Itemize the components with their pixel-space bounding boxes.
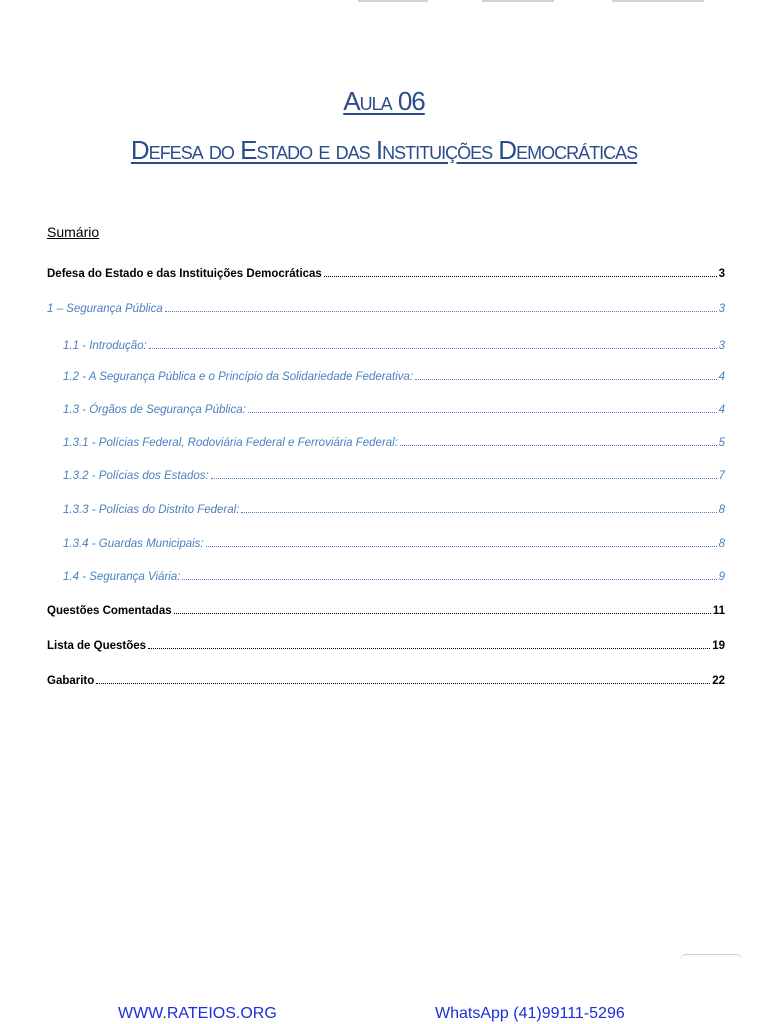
- artifact-line: [612, 0, 704, 2]
- toc-entry[interactable]: [47, 634, 725, 652]
- toc-entry-page-number: 8: [718, 504, 725, 516]
- corner-decoration: [680, 954, 742, 963]
- toc-entry-label: 1.3.1 - Polícias Federal, Rodoviária Federal e Ferroviária Federal:: [63, 437, 398, 449]
- toc-entry-page-number: 8: [718, 538, 725, 550]
- toc-entry-page-number: 5: [718, 437, 725, 449]
- toc-dot-leader: [324, 275, 717, 277]
- toc-entry-label: Questões Comentadas: [47, 605, 172, 617]
- toc-dot-leader: [174, 612, 711, 614]
- artifact-line: [358, 0, 428, 2]
- toc-entry-page-number: 3: [718, 340, 725, 352]
- toc-entry[interactable]: [47, 599, 725, 617]
- toc-entry-page-number: 9: [718, 571, 725, 583]
- toc-entry-label: 1.2 - A Segurança Pública e o Princípio da Solidariedade Federativa:: [63, 371, 414, 383]
- toc-dot-leader: [96, 682, 710, 684]
- toc-entry-label: 1.1 - Introdução:: [63, 340, 147, 352]
- toc-dot-leader: [148, 647, 710, 649]
- toc-entry-page-number: 7: [718, 470, 725, 482]
- toc-entry-label: 1.4 - Segurança Viária:: [63, 571, 181, 583]
- page-subtitle: Defesa do Estado e das Instituições Democráticas: [130, 135, 638, 165]
- toc-dot-leader: [400, 444, 717, 446]
- toc-entry-label: Lista de Questões: [47, 640, 147, 652]
- toc-entry-label: Defesa do Estado e das Instituições Democráticas: [47, 268, 322, 280]
- toc-entry[interactable]: [47, 532, 725, 550]
- artifact-line: [482, 0, 554, 2]
- toc-entry-label: 1.3.2 - Polícias dos Estados:: [63, 470, 209, 482]
- toc-entry[interactable]: [47, 334, 725, 352]
- title-block: [0, 86, 768, 166]
- toc-entry-page-number: 11: [712, 605, 725, 617]
- toc-dot-leader: [211, 477, 717, 479]
- toc-entry-page-number: 3: [718, 303, 725, 315]
- toc-dot-leader: [165, 310, 717, 312]
- toc-entry[interactable]: [47, 669, 725, 687]
- toc-entry-page-number: 22: [712, 675, 725, 687]
- toc-entry-page-number: 19: [712, 640, 725, 652]
- toc-entry[interactable]: [47, 398, 725, 416]
- toc-dot-leader: [248, 411, 717, 413]
- toc-entry-label: 1.3 - Órgãos de Segurança Pública:: [63, 404, 246, 416]
- page-title: Aula 06: [343, 86, 425, 116]
- toc-entry-label: Gabarito: [47, 675, 95, 687]
- toc-entry-label: 1 – Segurança Pública: [47, 303, 163, 315]
- toc-entry-page-number: 4: [718, 404, 725, 416]
- toc-entry[interactable]: [47, 464, 725, 482]
- summary-heading: Sumário: [47, 224, 100, 240]
- toc-entry-label: 1.3.4 - Guardas Municipais:: [63, 538, 204, 550]
- footer-website-link[interactable]: WWW.RATEIOS.ORG: [118, 1005, 277, 1022]
- toc-dot-leader: [241, 511, 716, 513]
- toc-dot-leader: [415, 378, 716, 380]
- toc-entry[interactable]: [47, 262, 725, 280]
- toc-entry-page-number: 3: [718, 268, 725, 280]
- toc-dot-leader: [206, 545, 717, 547]
- footer: [0, 1004, 768, 1024]
- toc-entry-page-number: 4: [718, 371, 725, 383]
- toc-entry[interactable]: [47, 297, 725, 315]
- toc-dot-leader: [149, 347, 717, 349]
- toc-entry[interactable]: [47, 498, 725, 516]
- toc-entry[interactable]: [47, 431, 725, 449]
- toc-entry-label: 1.3.3 - Polícias do Distrito Federal:: [63, 504, 240, 516]
- toc-entry[interactable]: [47, 565, 725, 583]
- top-edge-artifacts: [0, 0, 768, 6]
- toc-entry[interactable]: [47, 365, 725, 383]
- toc-dot-leader: [182, 578, 716, 580]
- footer-whatsapp-link[interactable]: WhatsApp (41)99111-5296: [435, 1005, 625, 1022]
